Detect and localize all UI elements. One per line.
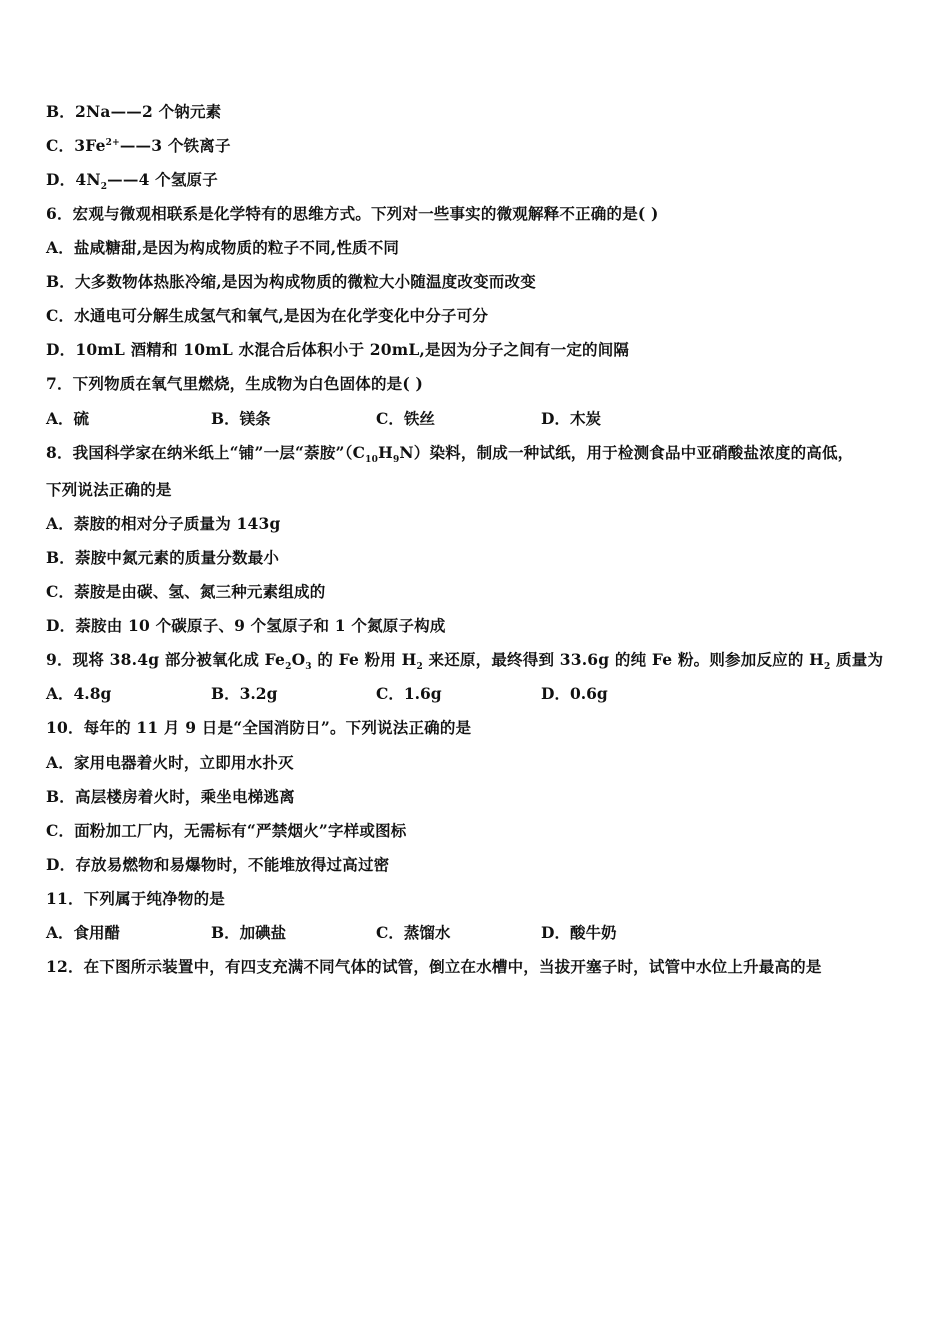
q8-pre: 8．我国科学家在纳米纸上“铺”一层“萘胺”（C bbox=[46, 443, 366, 462]
option-9a: A．4.8g bbox=[46, 684, 112, 703]
option-9d: D．0.6g bbox=[541, 684, 608, 703]
option-10a: A．家用电器着火时，立即用水扑灭 bbox=[46, 753, 294, 772]
option-11d: D．酸牛奶 bbox=[541, 923, 617, 942]
option-10c: C．面粉加工厂内，无需标有“严禁烟火”字样或图标 bbox=[46, 821, 407, 840]
question-9 bbox=[46, 650, 884, 673]
q9-t2: O bbox=[291, 650, 306, 669]
option-5c-sup: 2+ bbox=[105, 137, 120, 148]
option-11b: B．加碘盐 bbox=[211, 923, 287, 942]
option-7b: B．镁条 bbox=[211, 409, 271, 428]
q8-post: N）染料，制成一种试纸，用于检测食品中亚硝酸盐浓度的高低， bbox=[399, 443, 854, 462]
q9-s4: 2 bbox=[823, 662, 831, 673]
q8-mid1: H bbox=[378, 443, 393, 462]
q9-t3: 的 Fe 粉用 H bbox=[311, 650, 417, 669]
option-8a: A．萘胺的相对分子质量为 143g bbox=[46, 514, 281, 533]
option-8c: C．萘胺是由碳、氢、氮三种元素组成的 bbox=[46, 582, 326, 601]
question-8-cont: 下列说法正确的是 bbox=[46, 480, 172, 499]
option-11a: A．食用醋 bbox=[46, 923, 121, 942]
option-8d: D．萘胺由 10 个碳原子、9 个氢原子和 1 个氮原子构成 bbox=[46, 616, 446, 635]
option-6d: D．10mL 酒精和 10mL 水混合后体积小于 20mL,是因为分子之间有一定的间隔 bbox=[46, 340, 630, 359]
option-5d bbox=[46, 170, 218, 193]
q9-s1: 2 bbox=[285, 662, 292, 673]
option-11c: C．蒸馏水 bbox=[376, 923, 451, 942]
q8-sub1: 10 bbox=[365, 455, 379, 466]
q9-t1: 9．现将 38.4g 部分被氧化成 Fe bbox=[46, 650, 286, 669]
question-6: 6．宏观与微观相联系是化学特有的思维方式。下列对一些事实的微观解释不正确的是( ) bbox=[46, 204, 659, 223]
option-7c: C．铁丝 bbox=[376, 409, 435, 428]
question-12: 12．在下图所示装置中，有四支充满不同气体的试管，倒立在水槽中，当拔开塞子时，试管中水位上升最高的是 bbox=[46, 957, 822, 976]
question-11: 11．下列属于纯净物的是 bbox=[46, 889, 225, 908]
option-6c: C．水通电可分解生成氢气和氧气,是因为在化学变化中分子可分 bbox=[46, 306, 489, 325]
option-5d-sub: 2 bbox=[100, 182, 108, 193]
option-10d: D．存放易燃物和易爆物时，不能堆放得过高过密 bbox=[46, 855, 390, 874]
option-10b: B．高层楼房着火时，乘坐电梯逃离 bbox=[46, 787, 295, 806]
option-5d-pre: D．4N bbox=[46, 170, 101, 189]
option-5c-pre: C．3Fe bbox=[46, 136, 106, 155]
q9-s2: 3 bbox=[305, 662, 312, 673]
option-7a: A．硫 bbox=[46, 409, 90, 428]
option-9b: B．3.2g bbox=[211, 684, 278, 703]
question-7: 7．下列物质在氧气里燃烧，生成物为白色固体的是( ) bbox=[46, 374, 424, 393]
option-7d: D．木炭 bbox=[541, 409, 601, 428]
option-6a: A．盐咸糖甜,是因为构成物质的粒子不同,性质不同 bbox=[46, 238, 400, 257]
option-5c bbox=[46, 136, 231, 156]
q9-t4: 来还原，最终得到 33.6g 的纯 Fe 粉。则参加反应的 H bbox=[422, 650, 824, 669]
option-5b: B．2Na——2 个钠元素 bbox=[46, 102, 222, 121]
q9-t5: 质量为 bbox=[830, 650, 884, 669]
option-5d-post: ——4 个氢原子 bbox=[107, 170, 218, 189]
option-8b: B．萘胺中氮元素的质量分数最小 bbox=[46, 548, 280, 567]
option-5c-post: ——3 个铁离子 bbox=[119, 136, 231, 155]
q9-s3: 2 bbox=[416, 662, 423, 673]
question-10: 10．每年的 11 月 9 日是“全国消防日”。下列说法正确的是 bbox=[46, 718, 472, 737]
option-6b: B．大多数物体热胀冷缩,是因为构成物质的微粒大小随温度改变而改变 bbox=[46, 272, 536, 291]
q8-sub2: 9 bbox=[392, 455, 400, 466]
option-9c: C．1.6g bbox=[376, 684, 442, 703]
question-8 bbox=[46, 443, 854, 466]
